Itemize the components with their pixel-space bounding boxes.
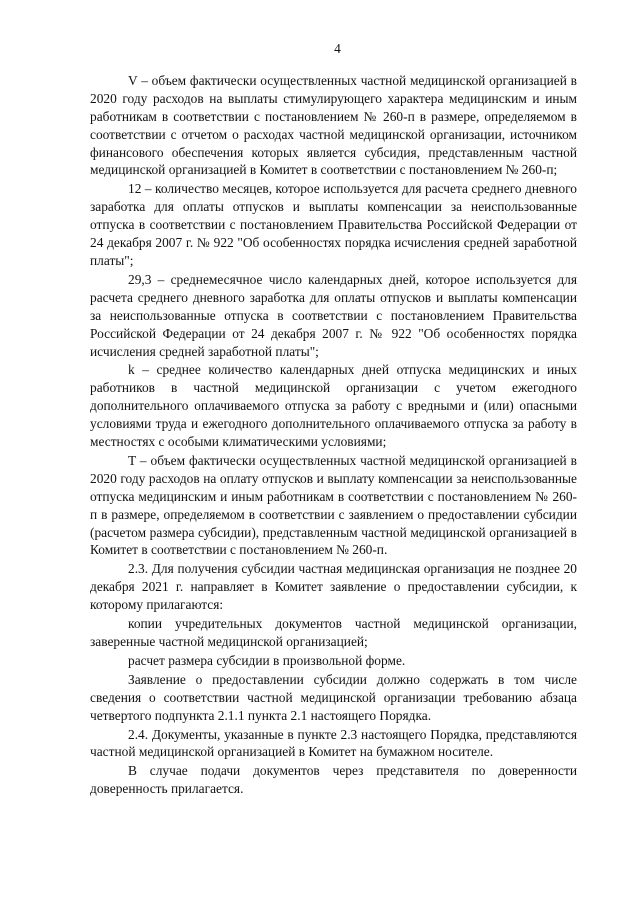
page-number: 4 [334, 41, 341, 56]
paragraph-clause-2-3: 2.3. Для получения субсидии частная медицинская организация не позднее 20 декабря 2021 г. направляет в Комитет заявление о предоставлении субсидии, к которому прилагаются: [90, 561, 577, 613]
paragraph-definition-t: T – объем фактически осуществленных частной медицинской организацией в 2020 году расходов на оплату отпусков и выплату компенсации за неиспользованные отпуска медицинским и иным работникам в соответствии с постановлением № 260-п в размере, определяемом в соответствии с заявлением о предоставлении субсидии (расчетом размера субсидии), представленным частной медицинской организацией в Комитет в соответствии с постановлением № 260-п. [90, 452, 577, 558]
document-page [90, 40, 577, 799]
paragraph-clause-2-4: 2.4. Документы, указанные в пункте 2.3 настоящего Порядка, представляются частной медицинской организацией в Комитет на бумажном носителе. [90, 726, 577, 760]
paragraph-representative: В случае подачи документов через представителя по доверенности доверенность прилагается. [90, 763, 577, 797]
paragraph-attachment-calculation: расчет размера субсидии в произвольной форме. [128, 652, 406, 668]
paragraph-definition-v: V – объем фактически осуществленных частной медицинской организацией в 2020 году расходов на выплаты стимулирующего характера медицинским и иным работникам в соответствии с постановлением № 260-п в размере, определяемом в соответствии с отчетом о расходах частной медицинской организации, источником финансового обеспечения которых является субсидия, представленным частной медицинской организацией в Комитет в соответствии с постановлением № 260-п; [90, 72, 577, 178]
paragraph-definition-k: k – среднее количество календарных дней отпуска медицинских и иных работников в частной медицинской организации с учетом ежегодного дополнительного оплачиваемого отпуска за работу с вредными и (или) опасными условиями труда и ежегодного дополнительного оплачиваемого отпуска за работу в местностях с особыми климатическими условиями; [90, 362, 577, 450]
paragraph-definition-12: 12 – количество месяцев, которое используется для расчета среднего дневного заработка для оплаты отпусков и выплаты компенсации за неиспользованные отпуска в соответствии с постановлением Правительства Российской Федерации от 24 декабря 2007 г. № 922 "Об особенностях порядка исчисления средней заработной платы"; [90, 181, 577, 268]
paragraph-definition-29-3: 29,3 – среднемесячное число календарных дней, которое используется для расчета среднего дневного заработка для оплаты отпусков и выплаты компенсации за неиспользованные отпуска в соответствии с постановлением Правительства Российской Федерации от 24 декабря 2007 г. № 922 "Об особенностях порядка исчисления средней заработной платы"; [90, 271, 577, 359]
paragraph-attachment-copies: копии учредительных документов частной медицинской организации, заверенные частной медицинской организацией; [90, 616, 577, 649]
paragraph-application-content: Заявление о предоставлении субсидии должно содержать в том числе сведения о соответствии частной медицинской организации требованию абзаца четвертого подпункта 2.1.1 пункта 2.1 настоящего Порядка. [90, 671, 577, 723]
